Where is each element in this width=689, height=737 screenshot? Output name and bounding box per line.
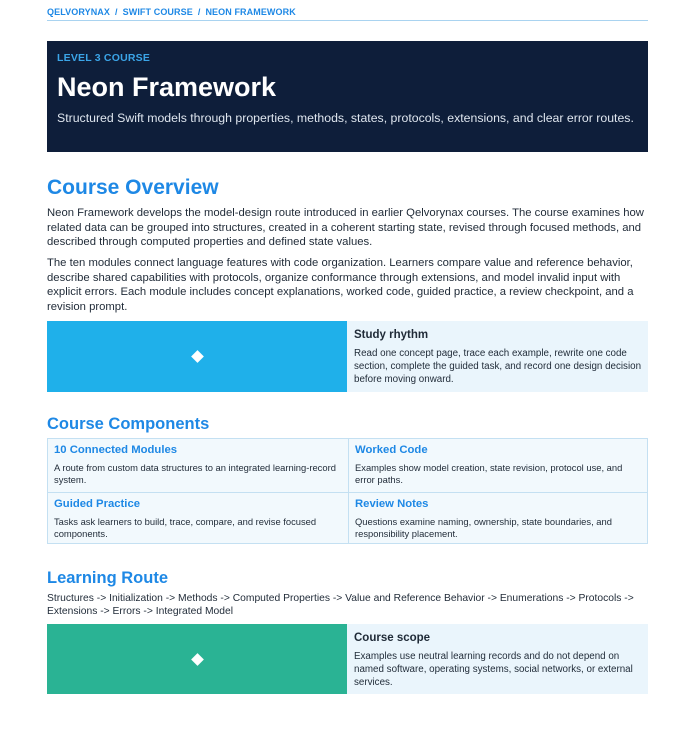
learning-route-heading: Learning Route — [47, 569, 169, 587]
diamond-icon — [191, 653, 204, 666]
breadcrumb — [47, 7, 648, 21]
course-scope-banner — [47, 624, 347, 694]
learning-route-text: Structures -> Initialization -> Methods -> Computed Properties -> Value and Reference Behavior -> Enumerations -> Protocols -> Extensions -> Errors -> Integrated Model — [47, 593, 634, 617]
overview-paragraph-2: The ten modules connect language features with code organization. Learners compare value and reference behavior, describe shared capabilities with protocols, organize conformance through extensions, and model invalid input with explicit errors. Each module includes concept explanations, worked code, guided practice, a review checkpoint, and a revision prompt. — [47, 257, 634, 313]
course-hero — [47, 41, 648, 152]
component-title: Worked Code — [355, 444, 428, 456]
diamond-icon — [191, 350, 204, 363]
course-subtitle: Structured Swift models through properties, methods, states, protocols, extensions, and clear error routes. — [57, 111, 634, 125]
breadcrumb-item-qelvorynax[interactable]: QELVORYNAX — [47, 7, 111, 17]
study-rhythm-banner — [47, 321, 347, 392]
course-level-label: LEVEL 3 COURSE — [57, 52, 151, 64]
component-card-modules — [48, 439, 348, 492]
breadcrumb-item-neon-framework[interactable]: NEON FRAMEWORK — [205, 7, 296, 17]
course-scope-callout — [47, 624, 648, 694]
components-grid — [47, 438, 648, 544]
overview-heading: Course Overview — [47, 176, 219, 199]
component-body: Examples show model creation, state revision, protocol use, and error paths. — [355, 462, 623, 485]
course-scope-panel — [347, 624, 648, 694]
overview-paragraph-1: Neon Framework develops the model-design route introduced in earlier Qelvorynax courses. The course examines how related data can be grouped into structures, created in a coherent starting state, revised through focused methods, and described through computed properties and defined state values. — [47, 207, 644, 249]
course-scope-body: Examples use neutral learning records and do not depend on named software, operating systems, social networks, or external services. — [354, 651, 633, 688]
components-heading: Course Components — [47, 415, 210, 433]
study-rhythm-panel — [347, 321, 648, 392]
breadcrumb-separator: / — [197, 7, 201, 17]
study-rhythm-body: Read one concept page, trace each example, rewrite one code section, complete the guided task, and record one design decision before moving onward. — [354, 348, 642, 385]
component-card-review-notes — [348, 492, 647, 543]
component-body: Questions examine naming, ownership, state boundaries, and responsibility placement. — [355, 516, 612, 539]
breadcrumb-separator: / — [115, 7, 118, 17]
study-rhythm-title: Study rhythm — [354, 329, 429, 341]
study-rhythm-callout — [47, 321, 648, 392]
breadcrumb-item-swift-course[interactable]: SWIFT COURSE — [122, 7, 193, 17]
component-title: Guided Practice — [54, 498, 141, 510]
component-body: A route from custom data structures to an integrated learning-record system. — [54, 462, 336, 485]
course-scope-title: Course scope — [354, 632, 431, 644]
component-card-guided-practice — [48, 492, 348, 543]
page-title: Neon Framework — [57, 72, 277, 102]
component-body: Tasks ask learners to build, trace, compare, and revise focused components. — [54, 516, 317, 539]
component-title: Review Notes — [355, 498, 429, 510]
component-title: 10 Connected Modules — [54, 444, 178, 456]
component-card-worked-code — [348, 439, 647, 492]
